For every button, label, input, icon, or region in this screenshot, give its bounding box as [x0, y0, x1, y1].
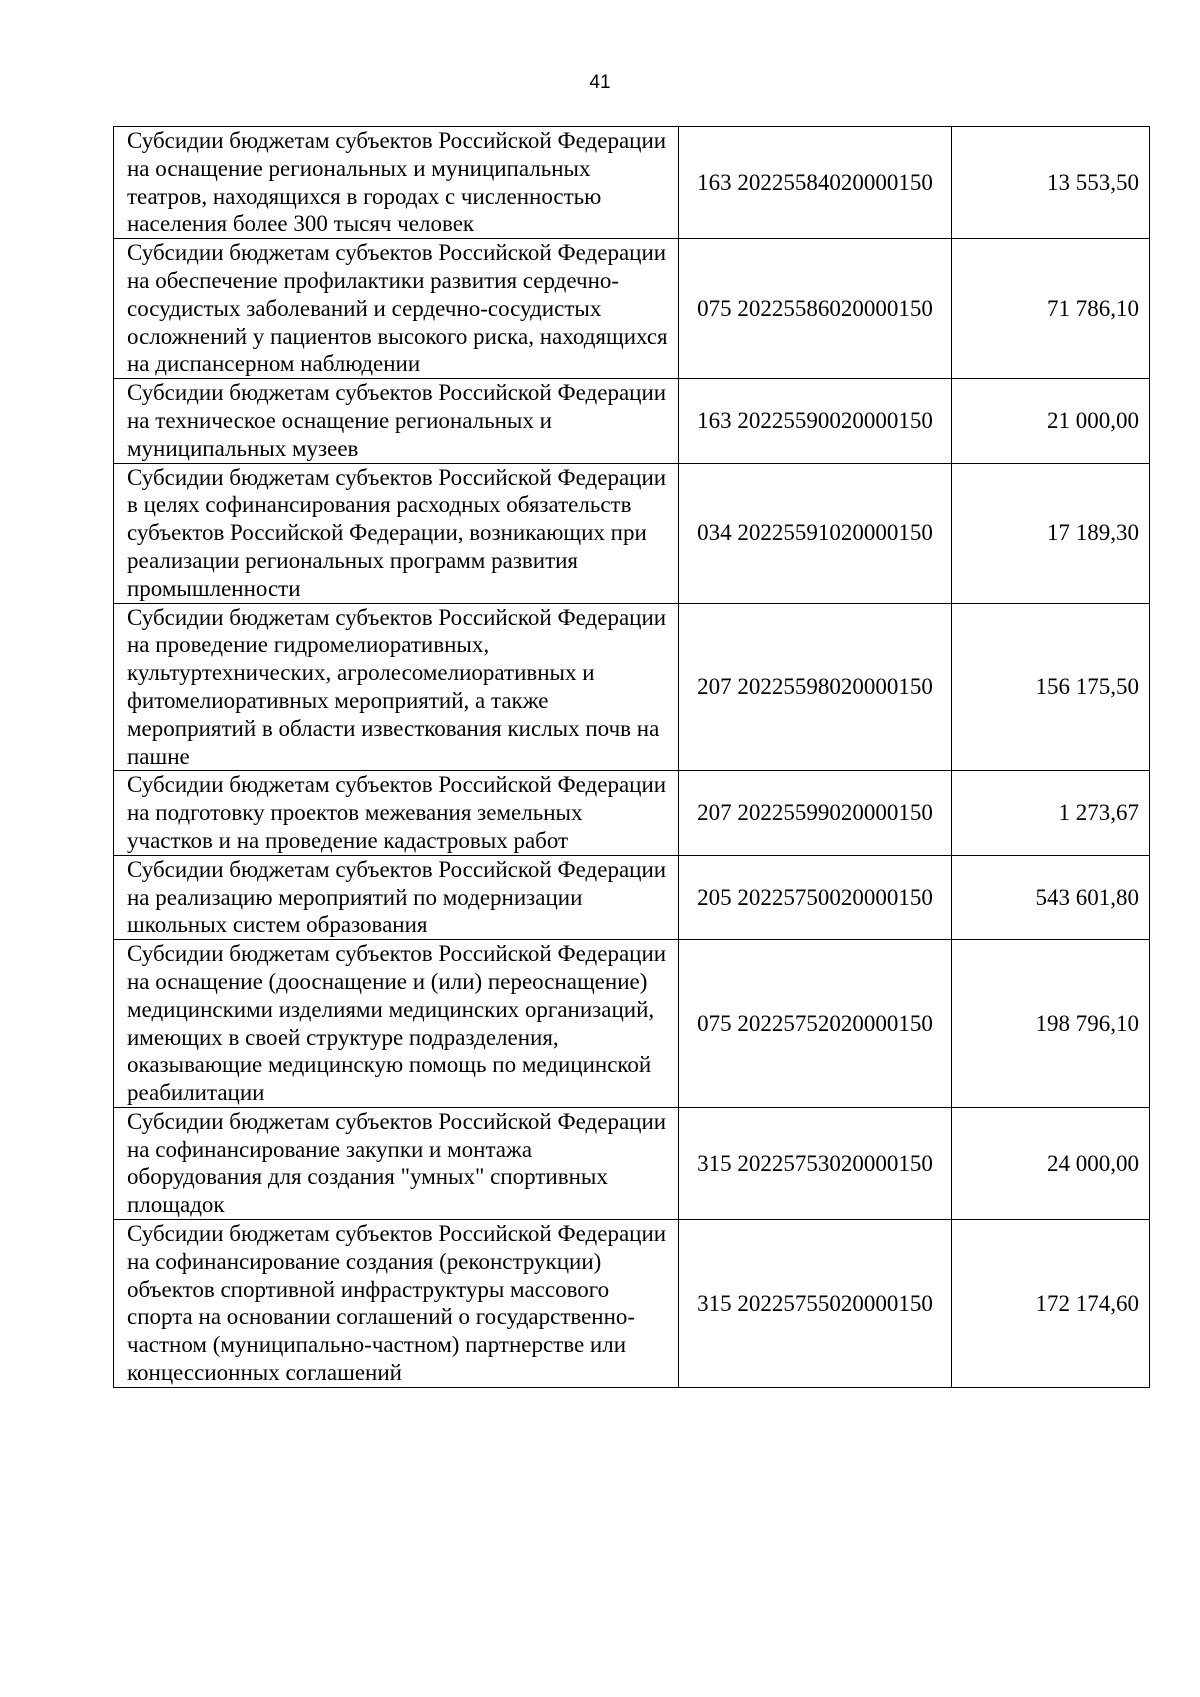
table-row: [114, 239, 1150, 379]
table-row: [114, 603, 1150, 771]
row-description: Субсидии бюджетам субъектов Российской Федерации на подготовку проектов межевания земельных участков и на проведение кадастровых работ: [114, 771, 679, 855]
row-amount: 17 189,30: [952, 463, 1150, 603]
row-description: Субсидии бюджетам субъектов Российской Федерации на техническое оснащение региональных и муниципальных музеев: [114, 379, 679, 463]
row-code: 315 20225755020000150: [679, 1220, 952, 1388]
row-amount: 156 175,50: [952, 603, 1150, 771]
row-description: Субсидии бюджетам субъектов Российской Федерации в целях софинансирования расходных обязательств субъектов Российской Федерации, возникающих при реализации региональных программ развития промышленности: [114, 463, 679, 603]
row-description: Субсидии бюджетам субъектов Российской Федерации на обеспечение профилактики развития сердечно-сосудистых заболеваний и сердечно-сосудистых осложнений у пациентов высокого риска, находящихся на диспансерном наблюдении: [114, 239, 679, 379]
row-amount: 172 174,60: [952, 1220, 1150, 1388]
table-row: [114, 127, 1150, 239]
table-row: [114, 1107, 1150, 1219]
table-row: [114, 940, 1150, 1108]
row-amount: 198 796,10: [952, 940, 1150, 1108]
table-row: [114, 855, 1150, 939]
row-amount: 543 601,80: [952, 855, 1150, 939]
row-amount: 24 000,00: [952, 1107, 1150, 1219]
row-code: 163 20225584020000150: [679, 127, 952, 239]
row-description: Субсидии бюджетам субъектов Российской Федерации на проведение гидромелиоративных, культуртехнических, агролесомелиоративных и фитомелиоративных мероприятий, а также мероприятий в области известкования кислых почв на пашне: [114, 603, 679, 771]
row-amount: 1 273,67: [952, 771, 1150, 855]
row-code: 207 20225599020000150: [679, 771, 952, 855]
row-description: Субсидии бюджетам субъектов Российской Федерации на оснащение (дооснащение и (или) переоснащение) медицинскими изделиями медицинских организаций, имеющих в своей структуре подразделения, оказывающие медицинскую помощь по медицинской реабилитации: [114, 940, 679, 1108]
row-code: 075 20225586020000150: [679, 239, 952, 379]
row-code: 075 20225752020000150: [679, 940, 952, 1108]
table-row: [114, 463, 1150, 603]
page-number: 41: [589, 72, 611, 93]
row-code: 163 20225590020000150: [679, 379, 952, 463]
budget-table: [113, 126, 1150, 1388]
table-row: [114, 771, 1150, 855]
row-amount: 71 786,10: [952, 239, 1150, 379]
table-row: [114, 1220, 1150, 1388]
row-amount: 21 000,00: [952, 379, 1150, 463]
row-description: Субсидии бюджетам субъектов Российской Федерации на софинансирование закупки и монтажа оборудования для создания "умных" спортивных площадок: [114, 1107, 679, 1219]
row-description: Субсидии бюджетам субъектов Российской Федерации на оснащение региональных и муниципальных театров, находящихся в городах с численностью населения более 300 тысяч человек: [114, 127, 679, 239]
row-code: 205 20225750020000150: [679, 855, 952, 939]
row-code: 207 20225598020000150: [679, 603, 952, 771]
row-description: Субсидии бюджетам субъектов Российской Федерации на софинансирование создания (реконструкции) объектов спортивной инфраструктуры массового спорта на основании соглашений о государственно-частном (муниципально-частном) партнерстве или концессионных соглашений: [114, 1220, 679, 1388]
table-row: [114, 379, 1150, 463]
row-amount: 13 553,50: [952, 127, 1150, 239]
row-code: 315 20225753020000150: [679, 1107, 952, 1219]
row-description: Субсидии бюджетам субъектов Российской Федерации на реализацию мероприятий по модернизации школьных систем образования: [114, 855, 679, 939]
row-code: 034 20225591020000150: [679, 463, 952, 603]
